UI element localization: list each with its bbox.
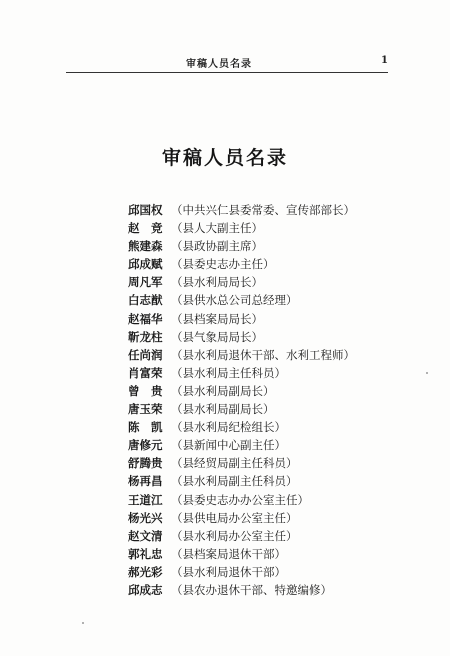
person-role: （县政协副主席） [171,239,263,254]
list-item [128,201,355,219]
list-item [128,454,355,472]
list-item [128,346,355,364]
reviewer-list [128,201,355,599]
person-role: （县供水总公司总经理） [171,293,298,308]
person-role: （县委史志办主任） [171,257,275,272]
list-item [128,310,355,328]
person-role: （县水利局副局长） [171,383,275,398]
person-name: 邱成赋 [128,257,163,272]
person-name: 赵 竞 [128,221,163,236]
person-name: 周凡军 [128,275,163,290]
person-name: 靳龙柱 [128,329,163,344]
person-role: （县水利局主任科员） [171,365,286,380]
person-name: 白志猷 [128,293,163,308]
person-role: （县供电局办公室主任） [171,510,298,525]
person-role: （县新闻中心副主任） [171,438,286,453]
person-role: （县水利局纪检组长） [171,420,286,435]
list-item [128,563,355,581]
person-name: 陈 凯 [128,420,163,435]
person-role: （县水利局退休干部、水利工程师） [171,347,355,362]
list-item [128,328,355,346]
person-name: 赵福华 [128,311,163,326]
person-name: 肖富荣 [128,365,163,380]
person-name: 唐修元 [128,438,163,453]
list-item [128,382,355,400]
scan-speck [426,372,428,374]
person-role: （县水利局副局长） [171,402,275,417]
running-title: 审稿人员名录 [186,59,252,70]
person-name: 邱成志 [128,582,163,597]
list-item [128,509,355,527]
person-role: （县委史志办办公室主任） [171,492,309,507]
person-name: 郝光彩 [128,564,163,579]
scan-speck [82,622,84,624]
person-name: 熊建森 [128,239,163,254]
list-item [128,364,355,382]
person-name: 舒腾贵 [128,456,163,471]
person-name: 赵文清 [128,528,163,543]
person-name: 杨光兴 [128,510,163,525]
list-item [128,418,355,436]
list-item [128,291,355,309]
person-role: （县水利局局长） [171,275,263,290]
person-name: 郭礼忠 [128,546,163,561]
page-title: 审稿人员名录 [161,147,288,169]
person-name: 曾 贵 [128,383,163,398]
person-role: （县水利局办公室主任） [171,528,298,543]
person-name: 杨再昌 [128,474,163,489]
person-name: 王道江 [128,492,163,507]
list-item [128,400,355,418]
list-item [128,219,355,237]
person-role: （县农办退休干部、特邀编修） [171,582,332,597]
person-role: （县水利局副主任科员） [171,474,298,489]
list-item [128,472,355,490]
list-item [128,436,355,454]
list-item [128,273,355,291]
person-role: （中共兴仁县委常委、宣传部部长） [171,203,355,217]
person-role: （县水利局退休干部） [171,564,286,579]
running-header [66,55,388,71]
person-role: （县经贸局副主任科员） [171,456,298,471]
list-item [128,527,355,545]
person-role: （县档案局局长） [171,311,263,326]
person-name: 唐玉荣 [128,402,163,417]
person-name: 任尚润 [128,347,163,362]
person-name: 邱国权 [128,203,163,217]
person-role: （县气象局局长） [171,329,263,344]
header-divider [66,72,388,73]
list-item [128,255,355,273]
person-role: （县档案局退休干部） [171,546,286,561]
page-number: 1 [381,55,388,66]
list-item [128,491,355,509]
list-item [128,581,355,599]
list-item [128,237,355,255]
person-role: （县人大副主任） [171,221,263,236]
list-item [128,545,355,563]
